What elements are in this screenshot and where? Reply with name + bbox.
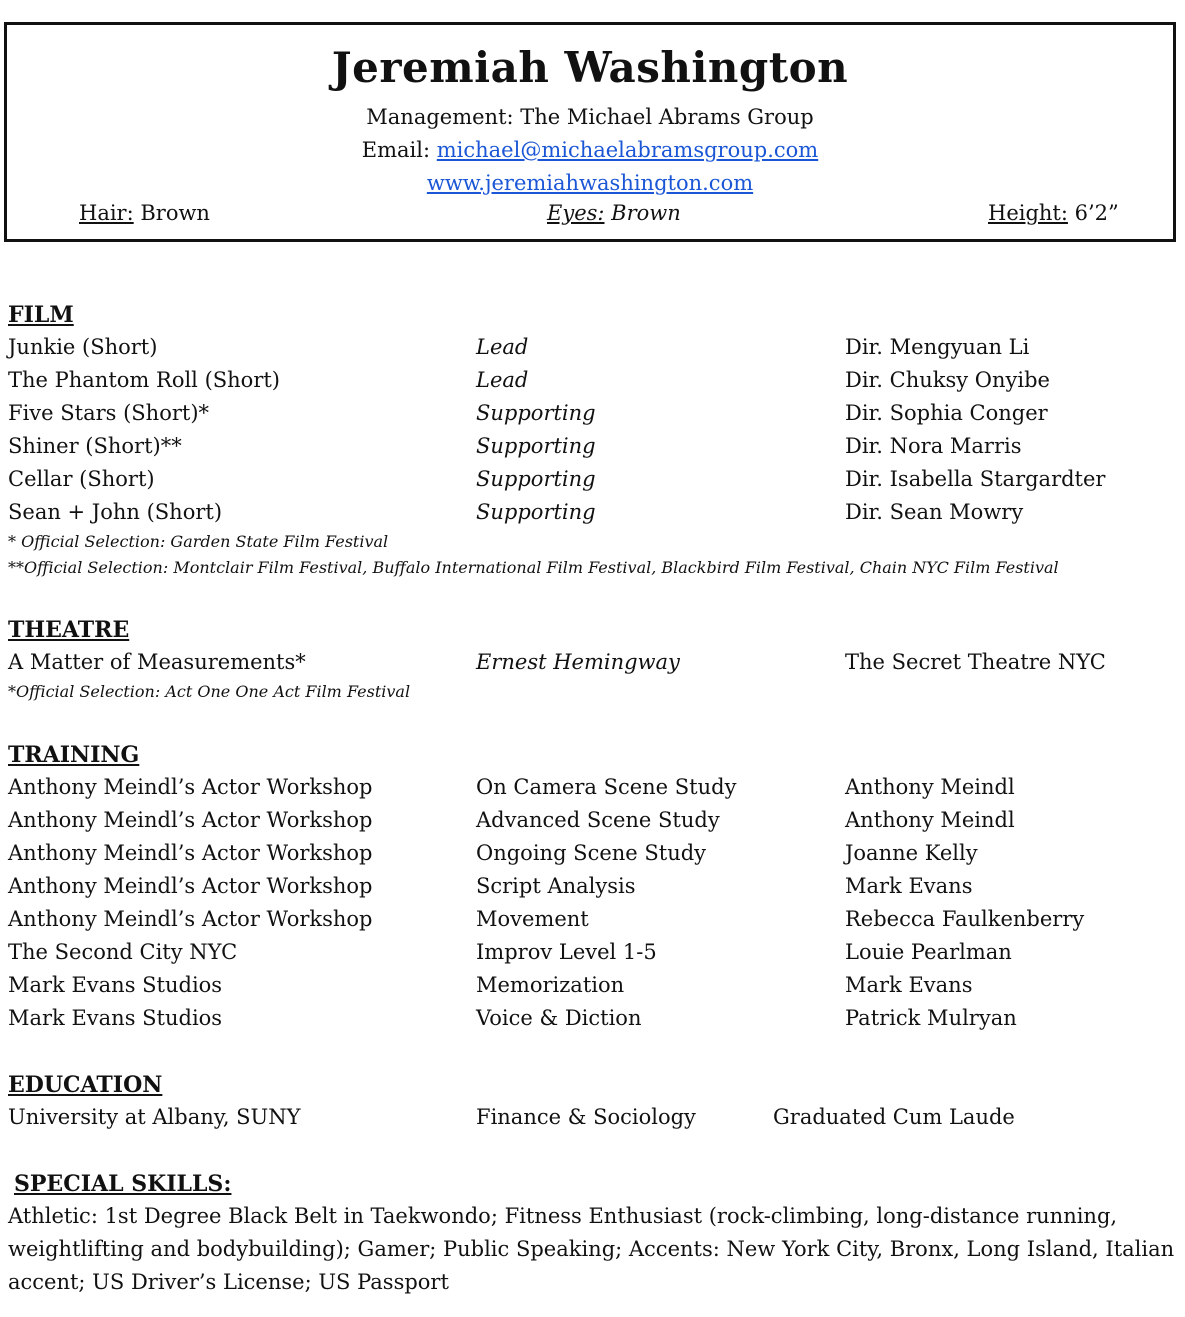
- film-row: [0, 467, 1185, 500]
- email-line: [7, 138, 1173, 162]
- training-teacher: Mark Evans: [845, 874, 973, 898]
- theatre-row: [0, 650, 1185, 683]
- film-role: Lead: [476, 335, 529, 359]
- film-heading: FILM: [8, 302, 74, 328]
- training-row: [0, 775, 1185, 808]
- training-teacher: Anthony Meindl: [845, 775, 1015, 799]
- skills-text: Athletic: 1st Degree Black Belt in Taekwondo; Fitness Enthusiast (rock-climbing, long-distance running, weightlifting and bodybuilding); Gamer; Public Speaking; Accents: New York City, Bronx, Long Island, Italian accent; US Driver’s License; US Passport: [8, 1204, 1175, 1294]
- training-class: Advanced Scene Study: [476, 808, 720, 832]
- training-class: Voice & Diction: [476, 1006, 642, 1030]
- skills-heading: SPECIAL SKILLS:: [14, 1171, 232, 1197]
- training-class: Script Analysis: [476, 874, 636, 898]
- education-major: Finance & Sociology: [476, 1105, 696, 1129]
- hair-label: Hair:: [79, 201, 134, 225]
- height-attribute: [988, 201, 1119, 225]
- training-teacher: Mark Evans: [845, 973, 973, 997]
- film-footnote-1: * Official Selection: Garden State Film Festival: [8, 532, 389, 551]
- training-row: [0, 973, 1185, 1006]
- theatre-role: Ernest Hemingway: [476, 650, 680, 674]
- training-class: Ongoing Scene Study: [476, 841, 707, 865]
- training-class: Improv Level 1-5: [476, 940, 657, 964]
- training-school: Mark Evans Studios: [8, 1006, 223, 1030]
- film-footnote-2: **Official Selection: Montclair Film Festival, Buffalo International Film Festival, Blackbird Film Festival, Chain NYC Film Festival: [8, 558, 1059, 577]
- training-teacher: Rebecca Faulkenberry: [845, 907, 1085, 931]
- film-role: Supporting: [476, 434, 596, 458]
- training-row: [0, 940, 1185, 973]
- eyes-value: Brown: [604, 201, 681, 225]
- height-value: 6’2”: [1067, 201, 1119, 225]
- film-director: Dir. Chuksy Onyibe: [845, 368, 1050, 392]
- education-honors: Graduated Cum Laude: [773, 1105, 1015, 1129]
- theatre-venue: The Secret Theatre NYC: [845, 650, 1106, 674]
- film-row: [0, 368, 1185, 401]
- film-title: Sean + John (Short): [8, 500, 223, 524]
- training-row: [0, 808, 1185, 841]
- film-row: [0, 401, 1185, 434]
- training-school: The Second City NYC: [8, 940, 238, 964]
- theatre-title: A Matter of Measurements*: [8, 650, 306, 674]
- film-role: Supporting: [476, 500, 596, 524]
- actor-name: Jeremiah Washington: [331, 43, 849, 92]
- education-school: University at Albany, SUNY: [8, 1105, 301, 1129]
- training-row: [0, 841, 1185, 874]
- training-teacher: Louie Pearlman: [845, 940, 1012, 964]
- training-heading: TRAINING: [8, 742, 140, 768]
- film-title: Cellar (Short): [8, 467, 155, 491]
- hair-attribute: [79, 201, 210, 225]
- training-class: On Camera Scene Study: [476, 775, 737, 799]
- management-line: Management: The Michael Abrams Group: [366, 105, 814, 129]
- training-school: Anthony Meindl’s Actor Workshop: [8, 775, 373, 799]
- film-row: [0, 434, 1185, 467]
- training-teacher: Anthony Meindl: [845, 808, 1015, 832]
- film-row: [0, 335, 1185, 368]
- film-title: Five Stars (Short)*: [8, 401, 210, 425]
- training-school: Anthony Meindl’s Actor Workshop: [8, 907, 373, 931]
- theatre-heading: THEATRE: [8, 617, 130, 643]
- email-label: Email:: [361, 138, 437, 162]
- training-teacher: Joanne Kelly: [845, 841, 978, 865]
- eyes-attribute: [547, 201, 681, 225]
- training-teacher: Patrick Mulryan: [845, 1006, 1017, 1030]
- film-director: Dir. Sean Mowry: [845, 500, 1024, 524]
- training-row: [0, 1006, 1185, 1039]
- training-school: Mark Evans Studios: [8, 973, 223, 997]
- film-director: Dir. Isabella Stargardter: [845, 467, 1106, 491]
- film-title: The Phantom Roll (Short): [8, 368, 280, 392]
- education-row: [0, 1105, 1185, 1138]
- film-director: Dir. Sophia Conger: [845, 401, 1048, 425]
- training-school: Anthony Meindl’s Actor Workshop: [8, 808, 373, 832]
- education-heading: EDUCATION: [8, 1072, 163, 1098]
- training-class: Memorization: [476, 973, 625, 997]
- email-link[interactable]: michael@michaelabramsgroup.com: [436, 138, 819, 162]
- training-class: Movement: [476, 907, 589, 931]
- film-director: Dir. Mengyuan Li: [845, 335, 1030, 359]
- website-link[interactable]: www.jeremiahwashington.com: [426, 171, 754, 195]
- film-row: [0, 500, 1185, 533]
- film-role: Supporting: [476, 467, 596, 491]
- training-row: [0, 874, 1185, 907]
- website-line: [7, 171, 1173, 195]
- eyes-label: Eyes:: [547, 201, 605, 225]
- training-school: Anthony Meindl’s Actor Workshop: [8, 841, 373, 865]
- height-label: Height:: [988, 201, 1068, 225]
- film-role: Supporting: [476, 401, 596, 425]
- film-director: Dir. Nora Marris: [845, 434, 1022, 458]
- training-row: [0, 907, 1185, 940]
- film-role: Lead: [476, 368, 529, 392]
- header-box: [4, 22, 1176, 242]
- hair-value: Brown: [133, 201, 210, 225]
- training-school: Anthony Meindl’s Actor Workshop: [8, 874, 373, 898]
- film-title: Shiner (Short)**: [8, 434, 182, 458]
- film-title: Junkie (Short): [8, 335, 158, 359]
- theatre-footnote: *Official Selection: Act One One Act Film Festival: [8, 682, 411, 701]
